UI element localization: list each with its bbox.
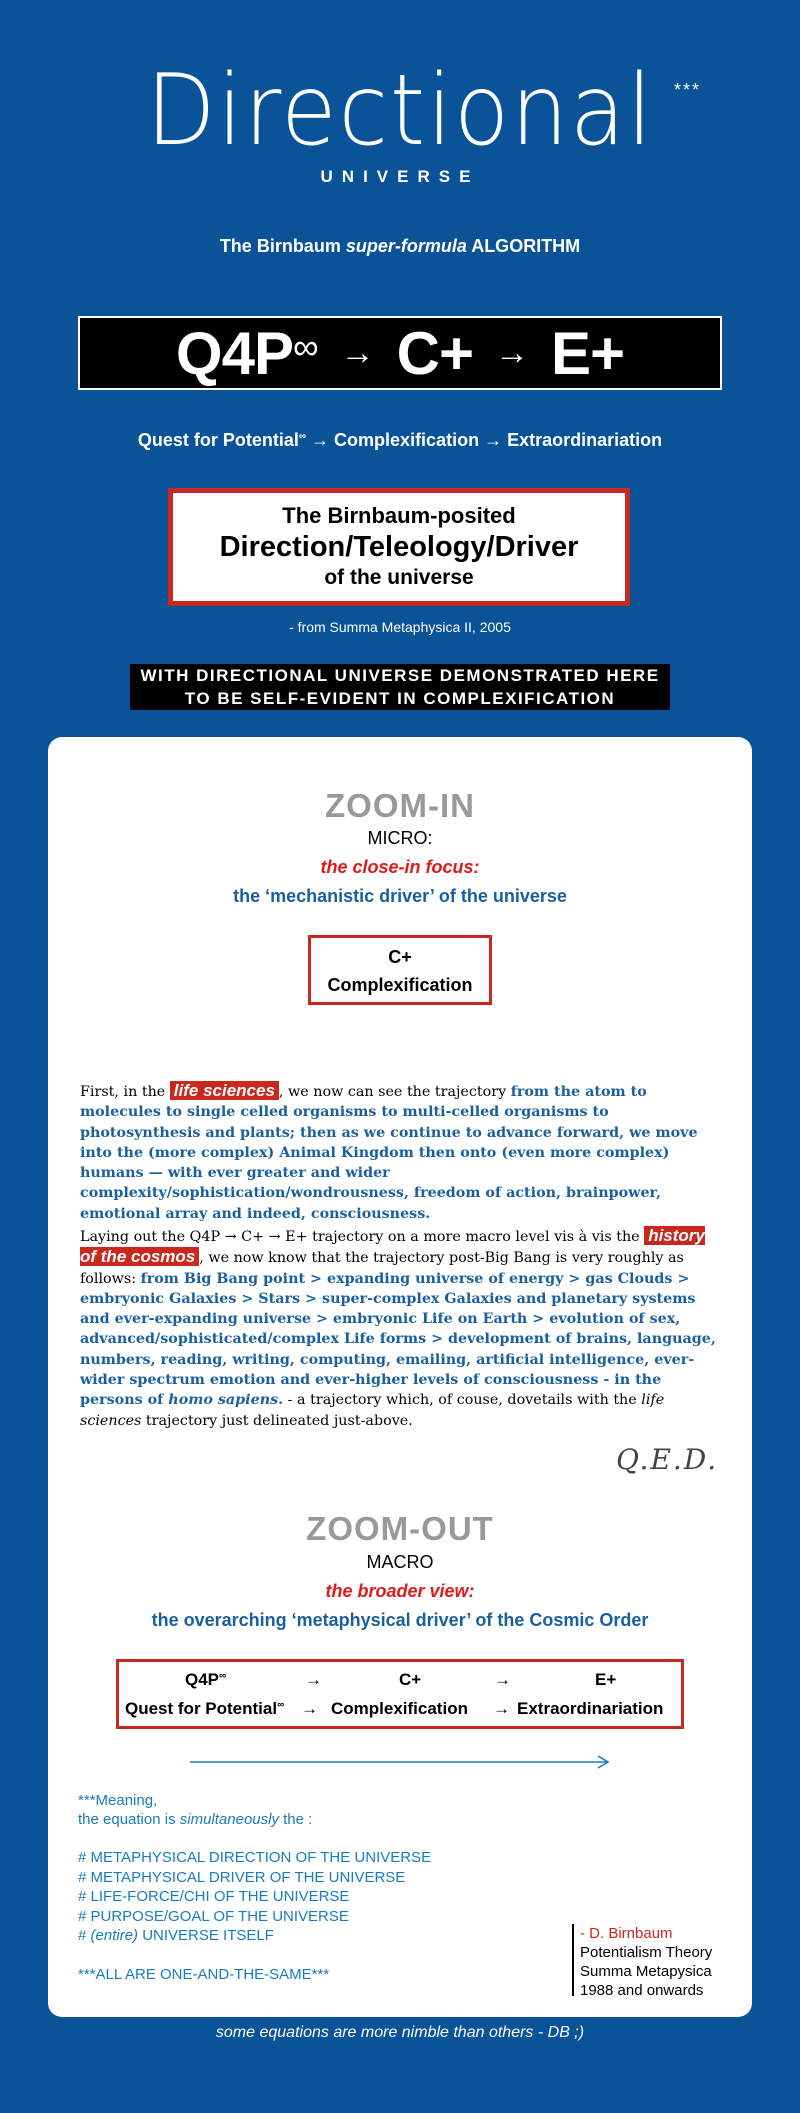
- macro-complexification: Complexification: [331, 1699, 468, 1718]
- meaning-line: [78, 1810, 312, 1830]
- macro-q4p: [185, 1670, 226, 1690]
- algo-italic: super-formula: [345, 236, 467, 256]
- para1-trajectory: from the atom to molecules to single celled organisms to multi-celled organisms to photosynthesis and plants; then as we continue to advance forward, we move into the (more complex) Animal Kingdom then onto (even more complex) humans — with ever greater and wider complexity/sophistication/wondrousness, freedom of action, brainpower, emotional array and indeed, consciousness.: [80, 1084, 698, 1222]
- demo-banner: [130, 664, 670, 710]
- footer-tagline: some equations are more nimble than others - DB ;): [215, 2024, 585, 2041]
- meaning-item: # PURPOSE/GOAL OF THE UNIVERSE: [78, 1907, 349, 1925]
- posited-line-2: Direction/Teleology/Driver: [219, 531, 579, 563]
- para2-b: , we now know that the trajectory post-Big Bang is very roughly as follows:: [80, 1250, 684, 1287]
- algo-prefix: The Birnbaum: [219, 236, 346, 256]
- macro-eplus: E+: [595, 1670, 617, 1689]
- cosmos-highlight: history of the cosmos: [80, 1226, 705, 1267]
- formula-term-q4p: Q4P: [175, 319, 293, 387]
- macro-q4p-text: Q4P: [185, 1670, 220, 1689]
- para1-b: , we now can see the trajectory: [278, 1084, 511, 1100]
- formula-term-eplus: E+: [551, 319, 625, 387]
- meaning-list: [78, 1848, 431, 1946]
- signature-block: [580, 1924, 712, 2000]
- expansion-part1: Quest for Potential: [137, 430, 299, 450]
- formula-box: [78, 316, 722, 390]
- signature-name: - D. Birnbaum: [580, 1925, 673, 1942]
- all-one-line: ***ALL ARE ONE-AND-THE-SAME***: [78, 1966, 330, 1983]
- zoom-out-driver: the overarching ‘metaphysical driver’ of the Cosmic Order: [151, 1610, 649, 1630]
- para2-homo-sapiens: homo sapiens.: [168, 1392, 284, 1409]
- para2-life-sciences: life sciences: [80, 1392, 665, 1429]
- expansion-arrow-1: →: [311, 430, 330, 450]
- qed-signature: Q.E.D.: [616, 1443, 719, 1476]
- zoom-out-heading: ZOOM-OUT: [306, 1510, 494, 1547]
- meaning-last-italic: (entire): [90, 1927, 139, 1944]
- macro-quest-text: Quest for Potential: [125, 1699, 278, 1718]
- zoom-in-sub: MICRO:: [367, 828, 433, 848]
- page-subtitle: UNIVERSE: [320, 167, 480, 186]
- meaning-line-b: the :: [278, 1811, 313, 1828]
- para2-trajectory: from Big Bang point > expanding universe of energy > gas Clouds > embryonic Galaxies > Stars > super-complex Galaxies and planetary systems and ever-expanding universe > embryonic Life on Earth > evolution of sex, advanced/sophisticated/complex Life forms > development of brains, language, numbers, reading, writing, computing, emailing, artificial intelligence, ever-wider spectrum emotion and ever-higher levels of consciousness - in the persons of: [80, 1270, 716, 1409]
- source-line: - from Summa Metaphysica II, 2005: [289, 619, 511, 635]
- formula-arrow-2: →: [495, 333, 530, 372]
- formula-infinity: ∞: [292, 326, 319, 367]
- title-stars: ***: [674, 80, 702, 100]
- macro-extraordinariation: Extraordinariation: [517, 1699, 664, 1718]
- meaning-item: # METAPHYSICAL DRIVER OF THE UNIVERSE: [78, 1868, 406, 1886]
- macro-formula-box: [116, 1659, 684, 1729]
- macro-cplus: C+: [399, 1670, 422, 1689]
- zoom-in-focus: the close-in focus:: [320, 857, 480, 877]
- posited-line-3: of the universe: [324, 566, 474, 589]
- life-sciences-paragraph: [80, 1081, 720, 1224]
- formula-expansion: [0, 430, 800, 451]
- cplus-label: C+: [388, 947, 412, 967]
- signature-line-3: Summa Metapysica: [580, 1963, 712, 1980]
- para2-c: - a trajectory which, of couse, dovetails with the: [283, 1392, 642, 1409]
- zoom-in-heading: ZOOM-IN: [325, 787, 475, 824]
- meaning-simultaneously: simultaneously: [179, 1811, 279, 1828]
- demo-banner-line-2: TO BE SELF-EVIDENT IN COMPLEXIFICATION: [184, 689, 616, 708]
- macro-quest-infinity: ∞: [277, 1699, 285, 1711]
- para2-d: trajectory just delineated just-above.: [141, 1412, 413, 1429]
- expansion-part3: Extraordinariation: [507, 430, 663, 450]
- expansion-part2: Complexification: [334, 430, 480, 450]
- signature-divider: [572, 1924, 574, 1996]
- macro-arrow-1: →: [305, 1670, 322, 1689]
- para2-a: Laying out the Q4P → C+ → E+ trajectory on a more macro level vis à vis the: [80, 1229, 645, 1245]
- macro-row-symbols: [119, 1670, 681, 1696]
- para1-a: First, in the: [80, 1084, 170, 1100]
- expansion-infinity: ∞: [298, 431, 307, 442]
- demo-banner-line-1: WITH DIRECTIONAL UNIVERSE DEMONSTRATED HERE: [140, 666, 660, 685]
- zoom-in-driver: the ‘mechanistic driver’ of the universe: [233, 886, 567, 906]
- zoom-out-focus: the broader view:: [325, 1581, 475, 1601]
- meaning-line-a: the equation is: [78, 1811, 180, 1828]
- meaning-item: [78, 1926, 431, 1946]
- cosmos-paragraph: [80, 1226, 720, 1431]
- macro-word-arrow-2: →: [493, 1699, 510, 1718]
- life-sciences-highlight: life sciences: [170, 1081, 279, 1100]
- posited-box: [168, 488, 630, 606]
- meaning-last-suffix: UNIVERSE ITSELF: [138, 1927, 274, 1944]
- macro-word-arrow-1: →: [301, 1699, 318, 1718]
- complexification-box: [308, 935, 492, 1005]
- meaning-heading: ***Meaning,: [78, 1792, 158, 1809]
- meaning-last-prefix: #: [78, 1927, 91, 1944]
- page-title: Directional: [146, 54, 654, 168]
- posited-line-1: The Birnbaum-posited: [282, 503, 516, 528]
- algorithm-line: [0, 236, 800, 257]
- complexification-label: Complexification: [327, 975, 473, 995]
- meaning-item: # METAPHYSICAL DIRECTION OF THE UNIVERSE: [78, 1849, 432, 1866]
- formula-arrow-1: →: [340, 333, 375, 372]
- expansion-arrow-2: →: [484, 430, 503, 450]
- macro-quest: [125, 1699, 284, 1719]
- macro-arrow-2: →: [494, 1670, 511, 1689]
- zoom-out-sub: MACRO: [366, 1552, 434, 1572]
- macro-row-words: [119, 1699, 681, 1725]
- algo-suffix: ALGORITHM: [466, 236, 581, 256]
- signature-line-4: 1988 and onwards: [580, 1982, 704, 1999]
- signature-line-2: Potentialism Theory: [580, 1944, 713, 1961]
- long-arrow-icon: [188, 1752, 614, 1772]
- meaning-item: # LIFE-FORCE/CHI OF THE UNIVERSE: [78, 1888, 350, 1905]
- formula-term-cplus: C+: [396, 319, 474, 387]
- macro-q4p-infinity: ∞: [219, 1670, 227, 1682]
